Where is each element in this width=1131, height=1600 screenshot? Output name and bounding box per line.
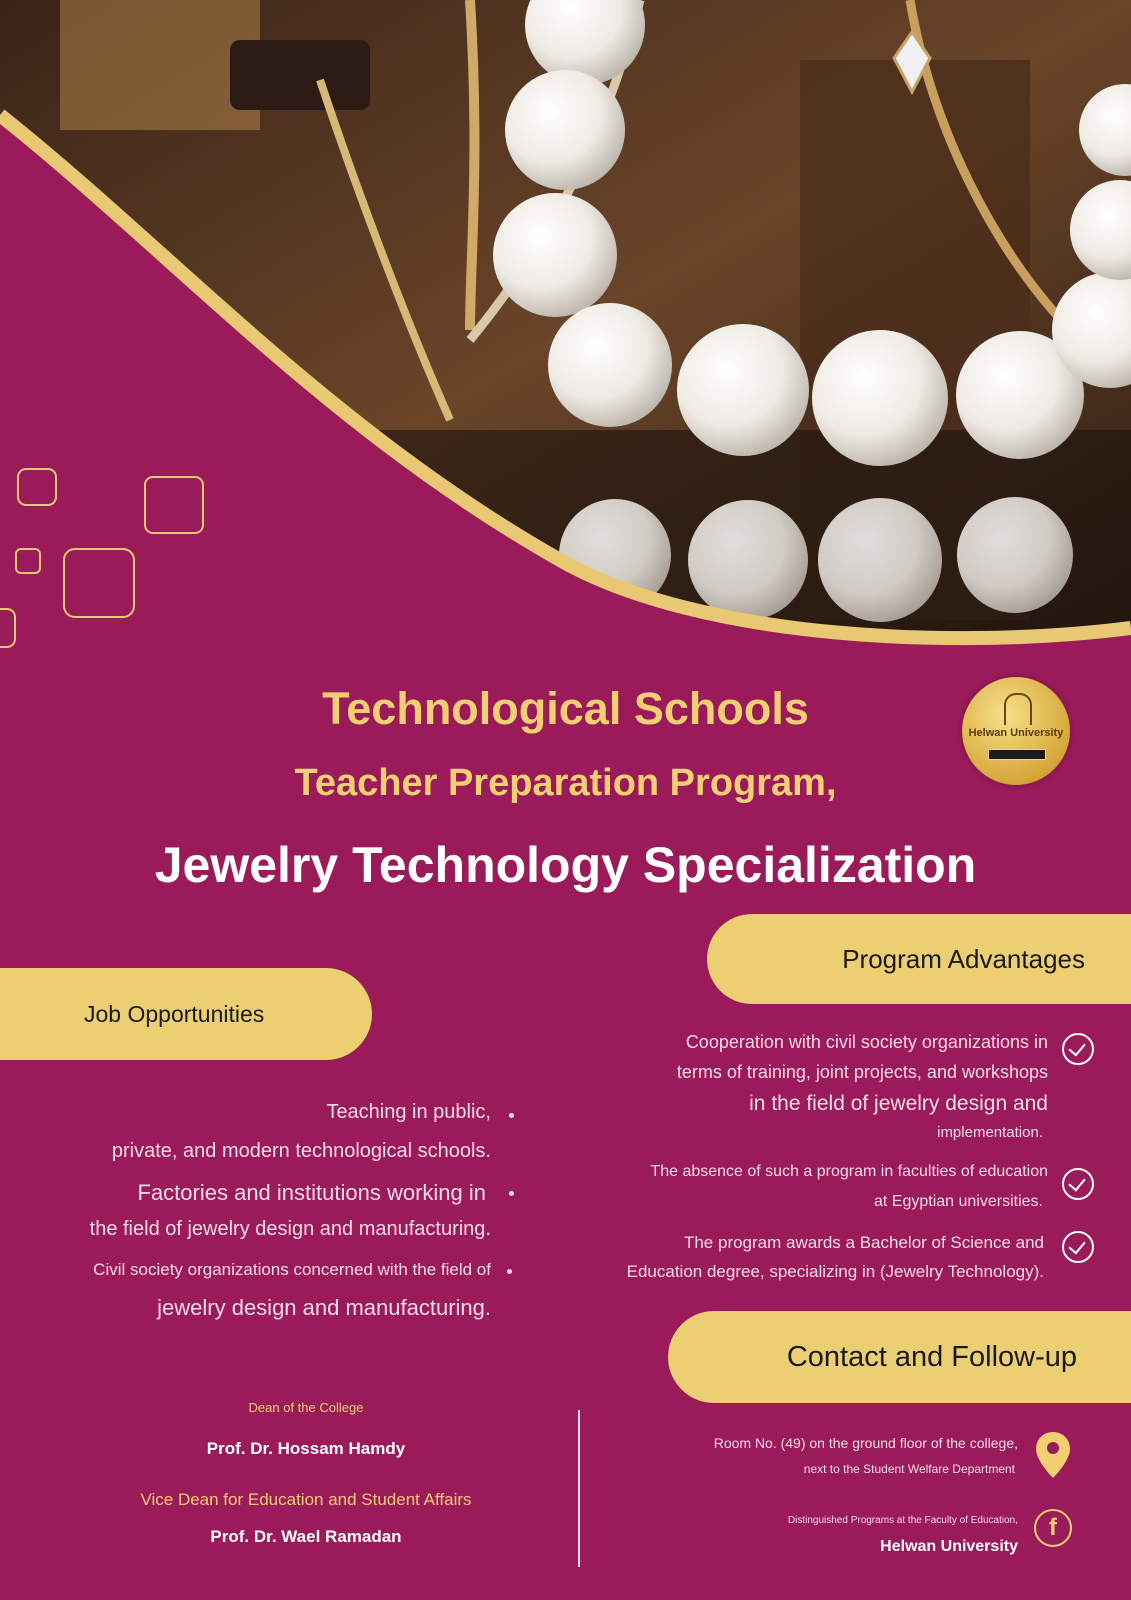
decor-square bbox=[63, 548, 135, 618]
university-seal-logo bbox=[962, 677, 1070, 785]
check-icon bbox=[1062, 1231, 1094, 1263]
vice-dean-name: Prof. Dr. Wael Ramadan bbox=[210, 1527, 402, 1546]
facebook-line-1: Distinguished Programs at the Faculty of Education, bbox=[787, 1515, 1018, 1526]
location-pin-icon bbox=[1036, 1432, 1070, 1478]
job-line: jewelry design and manufacturing. bbox=[157, 1295, 491, 1320]
program-advantages-heading: Program Advantages bbox=[707, 914, 1131, 1004]
facebook-icon[interactable]: f bbox=[1034, 1509, 1072, 1547]
advantage-line: at Egyptian universities. bbox=[874, 1193, 1043, 1210]
decor-square bbox=[15, 548, 41, 574]
decor-square bbox=[144, 476, 204, 534]
dean-title: Dean of the College bbox=[248, 1400, 364, 1415]
divider bbox=[578, 1410, 580, 1567]
decor-square bbox=[17, 468, 57, 506]
decor-square bbox=[0, 608, 16, 648]
title-line-2: Teacher Preparation Program, bbox=[294, 762, 837, 804]
job-line: Factories and institutions working in bbox=[137, 1180, 486, 1205]
room-line-2: next to the Student Welfare Department bbox=[803, 1462, 1015, 1476]
advantage-line: Education degree, specializing in (Jewelry Technology). bbox=[626, 1262, 1044, 1281]
advantage-line: terms of training, joint projects, and workshops bbox=[676, 1062, 1048, 1082]
contact-heading: Contact and Follow-up bbox=[668, 1311, 1131, 1403]
title-line-1: Technological Schools bbox=[322, 683, 809, 734]
job-line: Teaching in public, bbox=[326, 1101, 491, 1123]
job-line: the field of jewelry design and manufacturing. bbox=[89, 1218, 491, 1240]
jewelry-photo bbox=[0, 0, 1131, 670]
dean-name: Prof. Dr. Hossam Hamdy bbox=[206, 1439, 406, 1458]
vice-dean-title: Vice Dean for Education and Student Affairs bbox=[140, 1490, 472, 1509]
advantage-line: The absence of such a program in faculties of education bbox=[650, 1163, 1048, 1180]
bullet bbox=[507, 1269, 512, 1274]
advantage-line: in the field of jewelry design and bbox=[749, 1092, 1048, 1115]
check-icon bbox=[1062, 1033, 1094, 1065]
advantage-line: The program awards a Bachelor of Science and bbox=[683, 1233, 1044, 1252]
room-line-1: Room No. (49) on the ground floor of the college, bbox=[713, 1435, 1018, 1451]
bullet bbox=[509, 1113, 514, 1118]
job-line: Civil society organizations concerned with the field of bbox=[93, 1260, 491, 1279]
facebook-line-2: Helwan University bbox=[880, 1538, 1018, 1555]
advantage-line: implementation. bbox=[937, 1124, 1043, 1141]
advantage-line: Cooperation with civil society organizations in bbox=[685, 1032, 1048, 1052]
seal-text: Helwan University bbox=[968, 727, 1064, 739]
title-line-3: Jewelry Technology Specialization bbox=[154, 837, 977, 893]
check-icon bbox=[1062, 1168, 1094, 1200]
seal-ribbon bbox=[988, 749, 1046, 760]
job-opportunities-heading: Job Opportunities bbox=[0, 968, 372, 1060]
seal-emblem-icon bbox=[1004, 693, 1032, 725]
job-line: private, and modern technological schools. bbox=[111, 1140, 491, 1162]
bullet bbox=[509, 1191, 514, 1196]
